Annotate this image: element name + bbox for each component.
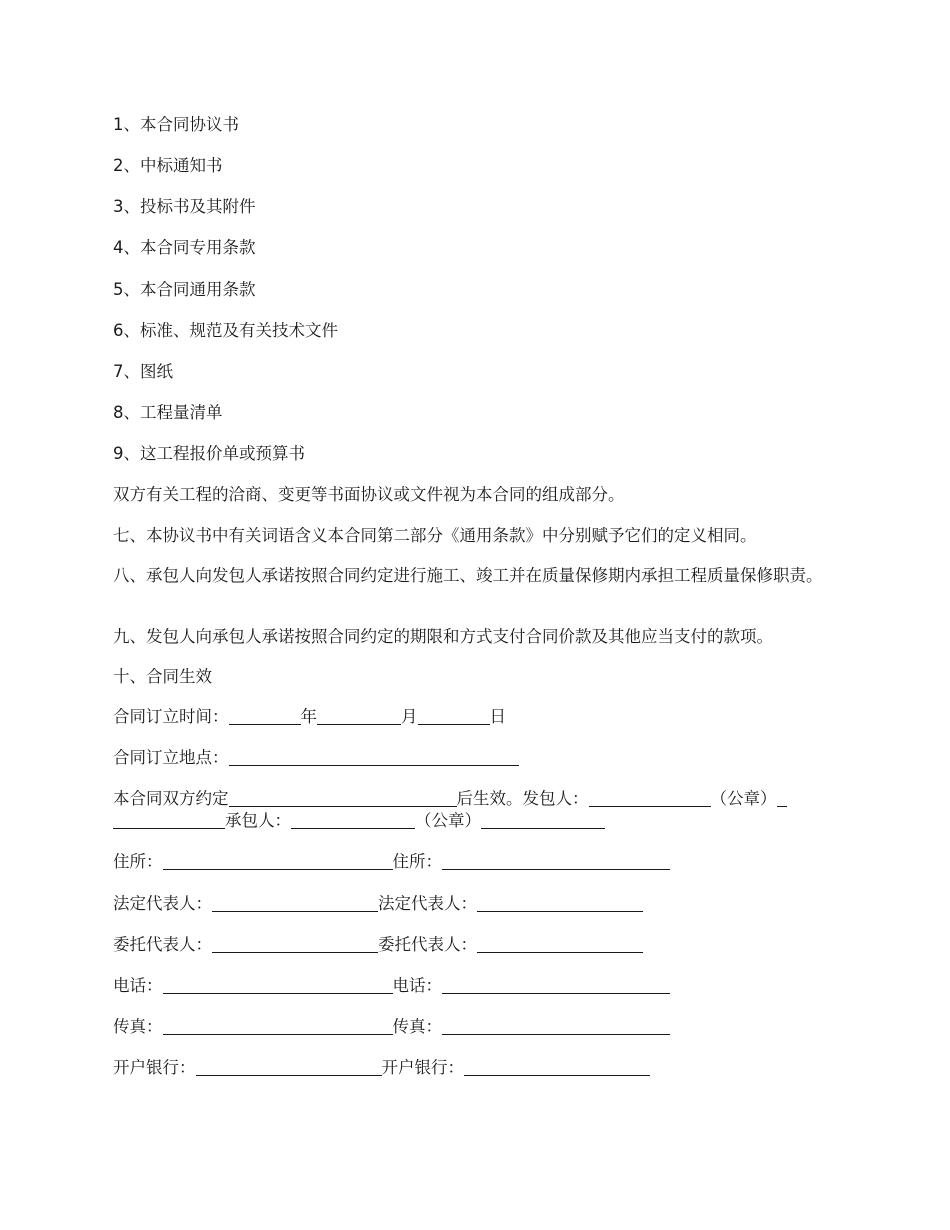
seal-blank-1[interactable] — [777, 790, 787, 807]
employer-blank[interactable] — [589, 790, 711, 807]
field-label: 开户银行： — [113, 1058, 196, 1077]
phone-blank-right[interactable] — [442, 977, 670, 994]
agent-blank-right[interactable] — [477, 936, 643, 953]
effective-prefix: 本合同双方约定 — [113, 789, 229, 808]
year-label: 年 — [300, 707, 317, 726]
clause-10: 十、合同生效 — [113, 667, 212, 686]
fax-blank-right[interactable] — [442, 1018, 670, 1035]
day-label: 日 — [489, 707, 506, 726]
field-label: 法定代表人： — [378, 894, 477, 913]
field-label: 委托代表人： — [378, 935, 477, 954]
month-label: 月 — [401, 707, 418, 726]
day-blank[interactable] — [418, 708, 490, 725]
year-blank[interactable] — [229, 708, 301, 725]
field-label: 传真： — [392, 1017, 442, 1036]
phone-row — [113, 976, 873, 996]
month-blank[interactable] — [317, 708, 401, 725]
address-row — [113, 852, 873, 872]
sign-time-row — [113, 707, 873, 727]
effective-after: 后生效。发包人： — [456, 789, 589, 808]
list-item: 1、本合同协议书 — [113, 115, 239, 134]
effective-condition-blank[interactable] — [229, 790, 457, 807]
list-item: 4、本合同专用条款 — [113, 238, 256, 257]
list-item: 9、这工程报价单或预算书 — [113, 444, 305, 463]
contractor-label: 承包人： — [225, 811, 291, 830]
seal-label-1: （公章） — [710, 789, 777, 808]
list-item: 7、图纸 — [113, 362, 173, 381]
clause-9: 九、发包人向承包人承诺按照合同约定的期限和方式支付合同价款及其他应当支付的款项。 — [113, 627, 773, 646]
field-label: 电话： — [392, 976, 442, 995]
bank-blank-right[interactable] — [464, 1059, 650, 1076]
fax-blank-left[interactable] — [163, 1018, 393, 1035]
bank-blank-left[interactable] — [196, 1059, 382, 1076]
list-item: 6、标准、规范及有关技术文件 — [113, 321, 338, 340]
field-label: 传真： — [113, 1017, 163, 1036]
seal-blank-2[interactable] — [481, 812, 605, 829]
field-label: 住所： — [113, 852, 163, 871]
field-label: 住所： — [392, 852, 442, 871]
clause-7: 七、本协议书中有关词语含义本合同第二部分《通用条款》中分别赋予它们的定义相同。 — [113, 526, 757, 545]
sign-place-row — [113, 748, 873, 768]
fax-row — [113, 1017, 873, 1037]
legal-rep-blank-right[interactable] — [477, 895, 643, 912]
list-item: 5、本合同通用条款 — [113, 280, 256, 299]
field-label: 法定代表人： — [113, 894, 212, 913]
sign-place-label: 合同订立地点： — [113, 748, 229, 767]
sign-time-label: 合同订立时间： — [113, 707, 229, 726]
seal-blank-1-cont[interactable] — [113, 812, 225, 829]
effective-row-1 — [113, 789, 873, 809]
field-label: 委托代表人： — [113, 935, 212, 954]
sign-place-blank[interactable] — [229, 749, 519, 766]
contractor-blank[interactable] — [291, 812, 415, 829]
list-item: 8、工程量清单 — [113, 403, 223, 422]
field-label: 电话： — [113, 976, 163, 995]
agent-blank-left[interactable] — [212, 936, 378, 953]
phone-blank-left[interactable] — [163, 977, 393, 994]
agent-row — [113, 935, 873, 955]
seal-label-2: （公章） — [415, 811, 481, 830]
legal-rep-row — [113, 894, 873, 914]
legal-rep-blank-left[interactable] — [212, 895, 378, 912]
bank-row — [113, 1058, 873, 1078]
paragraph-documents: 双方有关工程的洽商、变更等书面协议或文件视为本合同的组成部分。 — [113, 485, 625, 504]
list-item: 2、中标通知书 — [113, 156, 223, 175]
effective-row-2 — [113, 811, 873, 831]
field-label: 开户银行： — [381, 1058, 464, 1077]
address-blank-right[interactable] — [442, 853, 670, 870]
address-blank-left[interactable] — [163, 853, 393, 870]
clause-8: 八、承包人向发包人承诺按照合同约定进行施工、竣工并在质量保修期内承担工程质量保修职责。 — [113, 566, 823, 585]
list-item: 3、投标书及其附件 — [113, 197, 256, 216]
